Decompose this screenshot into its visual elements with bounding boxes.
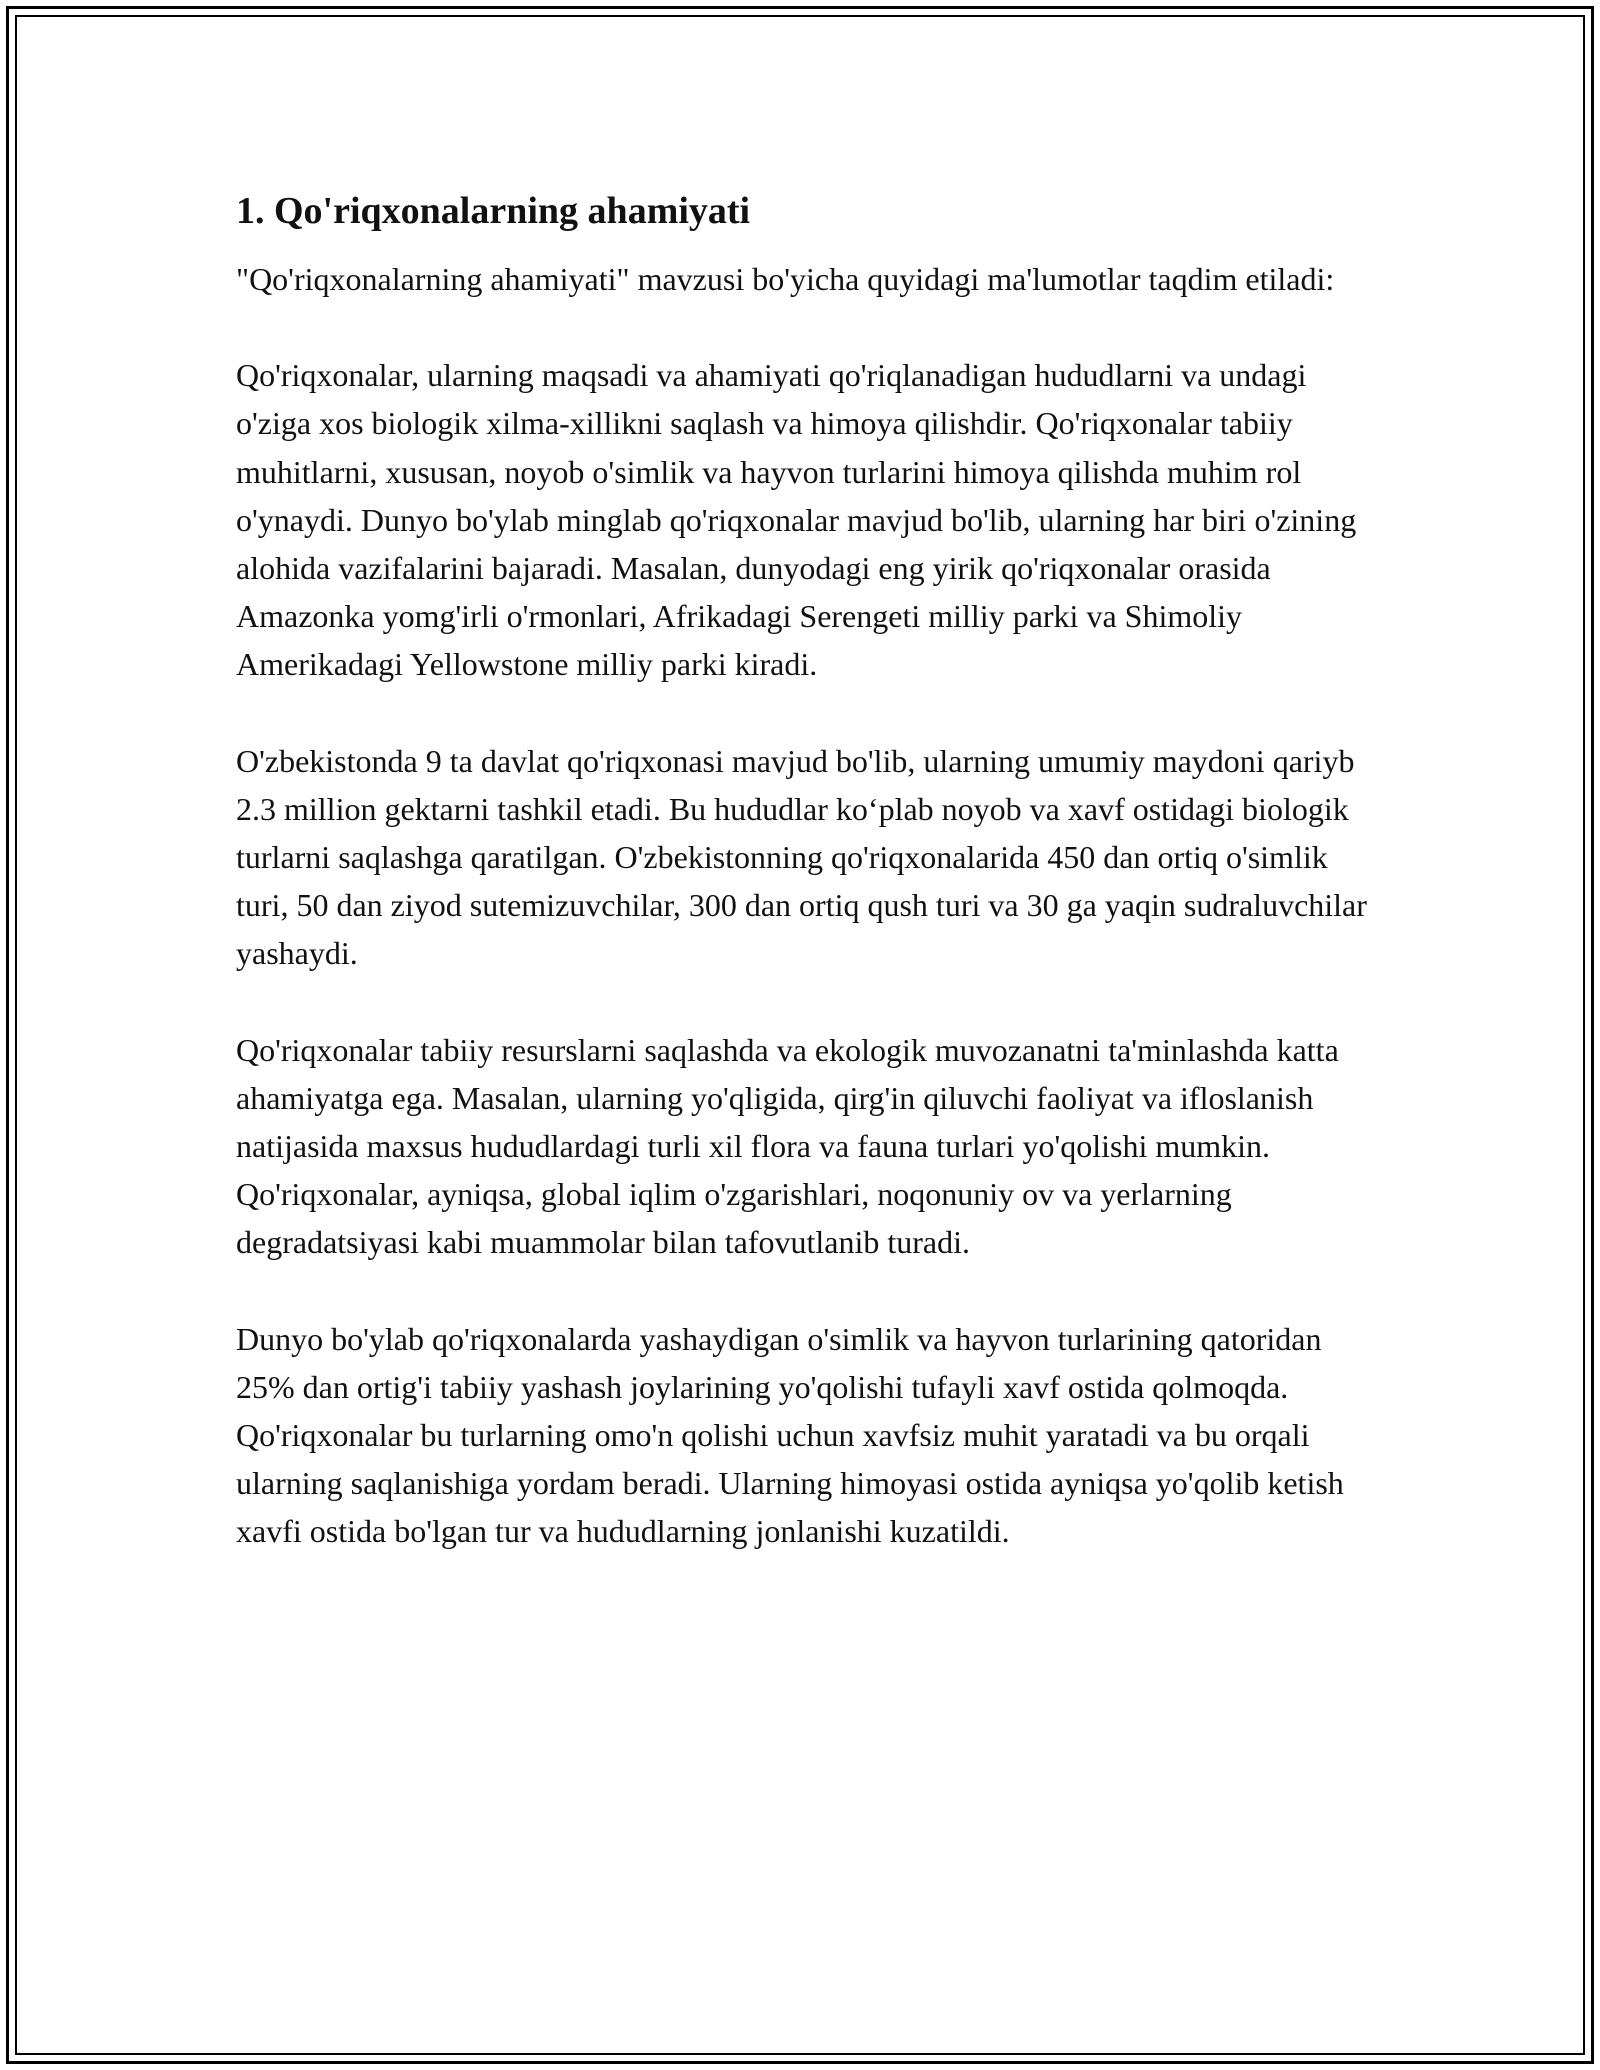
paragraph-species: Dunyo bo'ylab qo'riqxonalarda yashaydigan o'simlik va hayvon turlarining qatoridan 25% dan ortig'i tabiiy yashash joylarining yo'qolishi tufayli xavf ostida qolmoqda. Qo'riqxonalar bu turlarning omo'n qolishi uchun xavfsiz muhit yaratadi va bu orqali ularning saqlanishiga yordam beradi. Ularning himoyasi ostida ayniqsa yo'qolib ketish xavfi ostida bo'lgan tur va hududlarning jonlanishi kuzatildi. — [236, 1320, 1344, 1550]
paragraph-uzbekistan: O'zbekistonda 9 ta davlat qo'riqxonasi mavjud bo'lib, ularning umumiy maydoni qariyb 2.3 million gektarni tashkil etadi. Bu hududlar ko‘plab noyob va xavf ostidagi biologik turlarni saqlashga qaratilgan. O'zbekistonning qo'riqxonalarida 450 dan ortiq o'simlik turi, 50 dan ziyod sutemizuvchilar, 300 dan ortiq qush turi va 30 ga yaqin sudraluvchilar yashaydi. — [236, 742, 1367, 972]
paragraph-ecology: Qo'riqxonalar tabiiy resurslarni saqlashda va ekologik muvozanatni ta'minlashda katta ahamiyatga ega. Masalan, ularning yo'qligida, qirg'in qiluvchi faoliyat va ifloslanish natijasida maxsus hududlardagi turli xil flora va fauna turlari yo'qolishi mumkin. Qo'riqxonalar, ayniqsa, global iqlim o'zgarishlari, noqonuniy ov va yerlarning degradatsiyasi kabi muammolar bilan tafovutlanib turadi. — [236, 1031, 1339, 1261]
intro-paragraph: "Qo'riqxonalarning ahamiyati" mavzusi bo'yicha quyidagi ma'lumotlar taqdim etiladi: — [236, 261, 1335, 297]
section-title: 1. Qo'riqxonalarning ahamiyati — [236, 190, 751, 232]
paragraph-purpose: Qo'riqxonalar, ularning maqsadi va ahamiyati qo'riqlanadigan hududlarni va undagi o'ziga xos biologik xilma-xillikni saqlash va himoya qilishdir. Qo'riqxonalar tabiiy muhitlarni, xususan, noyob o'simlik va hayvon turlarini himoya qilishda muhim rol o'ynaydi. Dunyo bo'ylab minglab qo'riqxonalar mavjud bo'lib, ularning har biri o'zining alohida vazifalarini bajaradi. Masalan, dunyodagi eng yirik qo'riqxonalar orasida Amazonka yomg'irli o'rmonlari, Afrikadagi Serengeti milliy parki va Shimoliy Amerikadagi Yellowstone milliy parki kiradi. — [236, 357, 1357, 683]
document-body — [236, 185, 1376, 1604]
